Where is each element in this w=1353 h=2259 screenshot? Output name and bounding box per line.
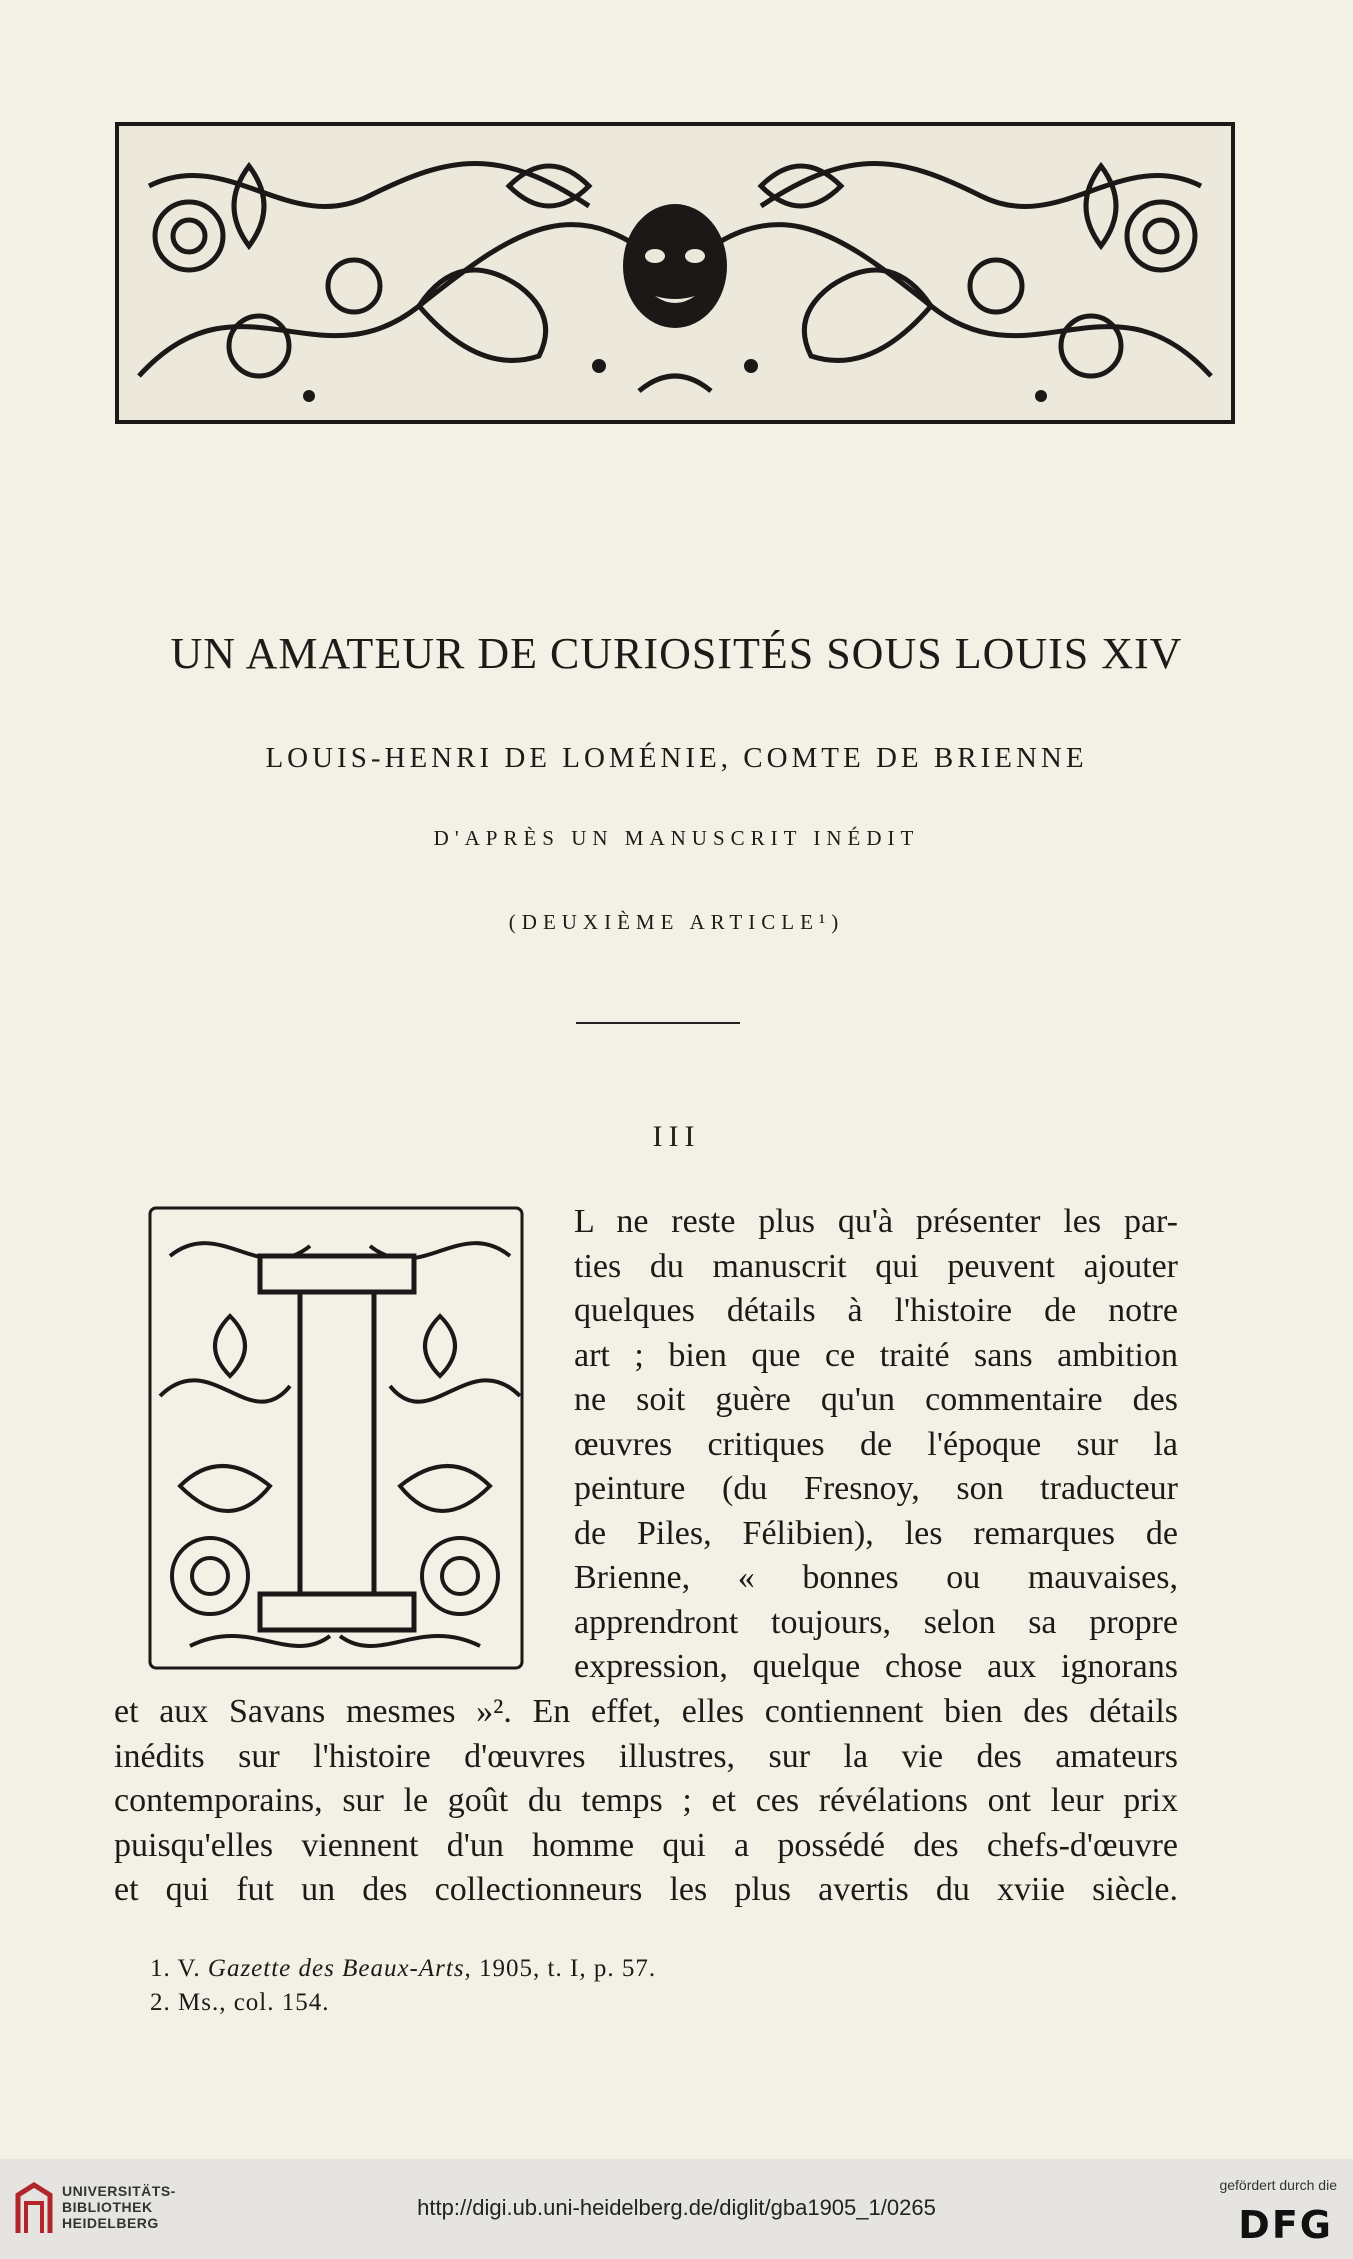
- text-line: L ne reste plus qu'à présenter les par-: [574, 1203, 1178, 1240]
- footnote-1-prefix: 1. V.: [150, 1955, 208, 1982]
- text-line: puisqu'elles viennent d'un homme qui a possédé des chefs-d'œuvre: [114, 1826, 1178, 1864]
- text-line: quelques détails à l'histoire de notre: [574, 1292, 1178, 1329]
- footnote-1-rest: , 1905, t. I, p. 57.: [464, 1955, 657, 1982]
- drop-cap-initial: [130, 1196, 550, 1686]
- footnote-1-journal: Gazette des Beaux-Arts: [207, 1955, 465, 1982]
- text-line: apprendront toujours, selon sa propre: [574, 1603, 1178, 1641]
- funded-by-label: gefördert durch die: [1219, 2177, 1337, 2193]
- text-line: peinture (du Fresnoy, son traducteur: [574, 1470, 1178, 1507]
- source-line: D'APRÈS UN MANUSCRIT INÉDIT: [433, 826, 920, 850]
- text-line: et qui fut un des collectionneurs les plus avertis du xviie siècle.: [114, 1871, 1178, 1908]
- section-rule: [576, 1022, 740, 1024]
- article-subtitle: LOUIS-HENRI DE LOMÉNIE, COMTE DE BRIENNE: [265, 742, 1088, 774]
- text-line: ne soit guère qu'un commentaire des: [574, 1381, 1178, 1418]
- paragraph-narrow: [574, 1200, 1178, 1690]
- library-name-line: BIBLIOTHEK: [62, 2199, 153, 2215]
- headpiece-ornament-icon: [119, 126, 1231, 420]
- section-number: III: [652, 1120, 701, 1153]
- paragraph-wide: [114, 1690, 1178, 1913]
- text-line: de Piles, Félibien), les remarques de: [574, 1514, 1178, 1552]
- text-line: art ; bien que ce traité sans ambition: [574, 1336, 1178, 1374]
- text-line: ties du manuscrit qui peuvent ajouter: [574, 1247, 1178, 1285]
- viewer-footer: [0, 2159, 1353, 2259]
- drop-cap-ornament-icon: [130, 1196, 550, 1686]
- text-line: œuvres critiques de l'époque sur la: [574, 1425, 1178, 1463]
- text-line: Brienne, « bonnes ou mauvaises,: [574, 1559, 1178, 1596]
- article-note: (DEUXIÈME ARTICLE¹): [508, 910, 845, 934]
- permalink-url[interactable]: http://digi.ub.uni-heidelberg.de/diglit/gba1905_1/0265: [417, 2195, 936, 2220]
- dfg-logo[interactable]: DFG: [1238, 2203, 1333, 2247]
- text-line: contemporains, sur le goût du temps ; et ces révélations ont leur prix: [114, 1782, 1178, 1819]
- footnotes: [150, 1952, 656, 2020]
- article-title: UN AMATEUR DE CURIOSITÉS SOUS LOUIS XIV: [170, 629, 1183, 678]
- footnote-1: [150, 1952, 656, 1986]
- text-line: et aux Savans mesmes »². En effet, elles contiennent bien des détails: [114, 1693, 1178, 1730]
- library-name-line: UNIVERSITÄTS-: [62, 2183, 176, 2199]
- text-line: expression, quelque chose aux ignorans: [574, 1648, 1178, 1685]
- text-line: inédits sur l'histoire d'œuvres illustres, sur la vie des amateurs: [114, 1737, 1178, 1775]
- library-name-line: HEIDELBERG: [62, 2215, 159, 2231]
- ornamental-headpiece: [115, 122, 1235, 424]
- footnote-2: 2. Ms., col. 154.: [150, 1989, 330, 2016]
